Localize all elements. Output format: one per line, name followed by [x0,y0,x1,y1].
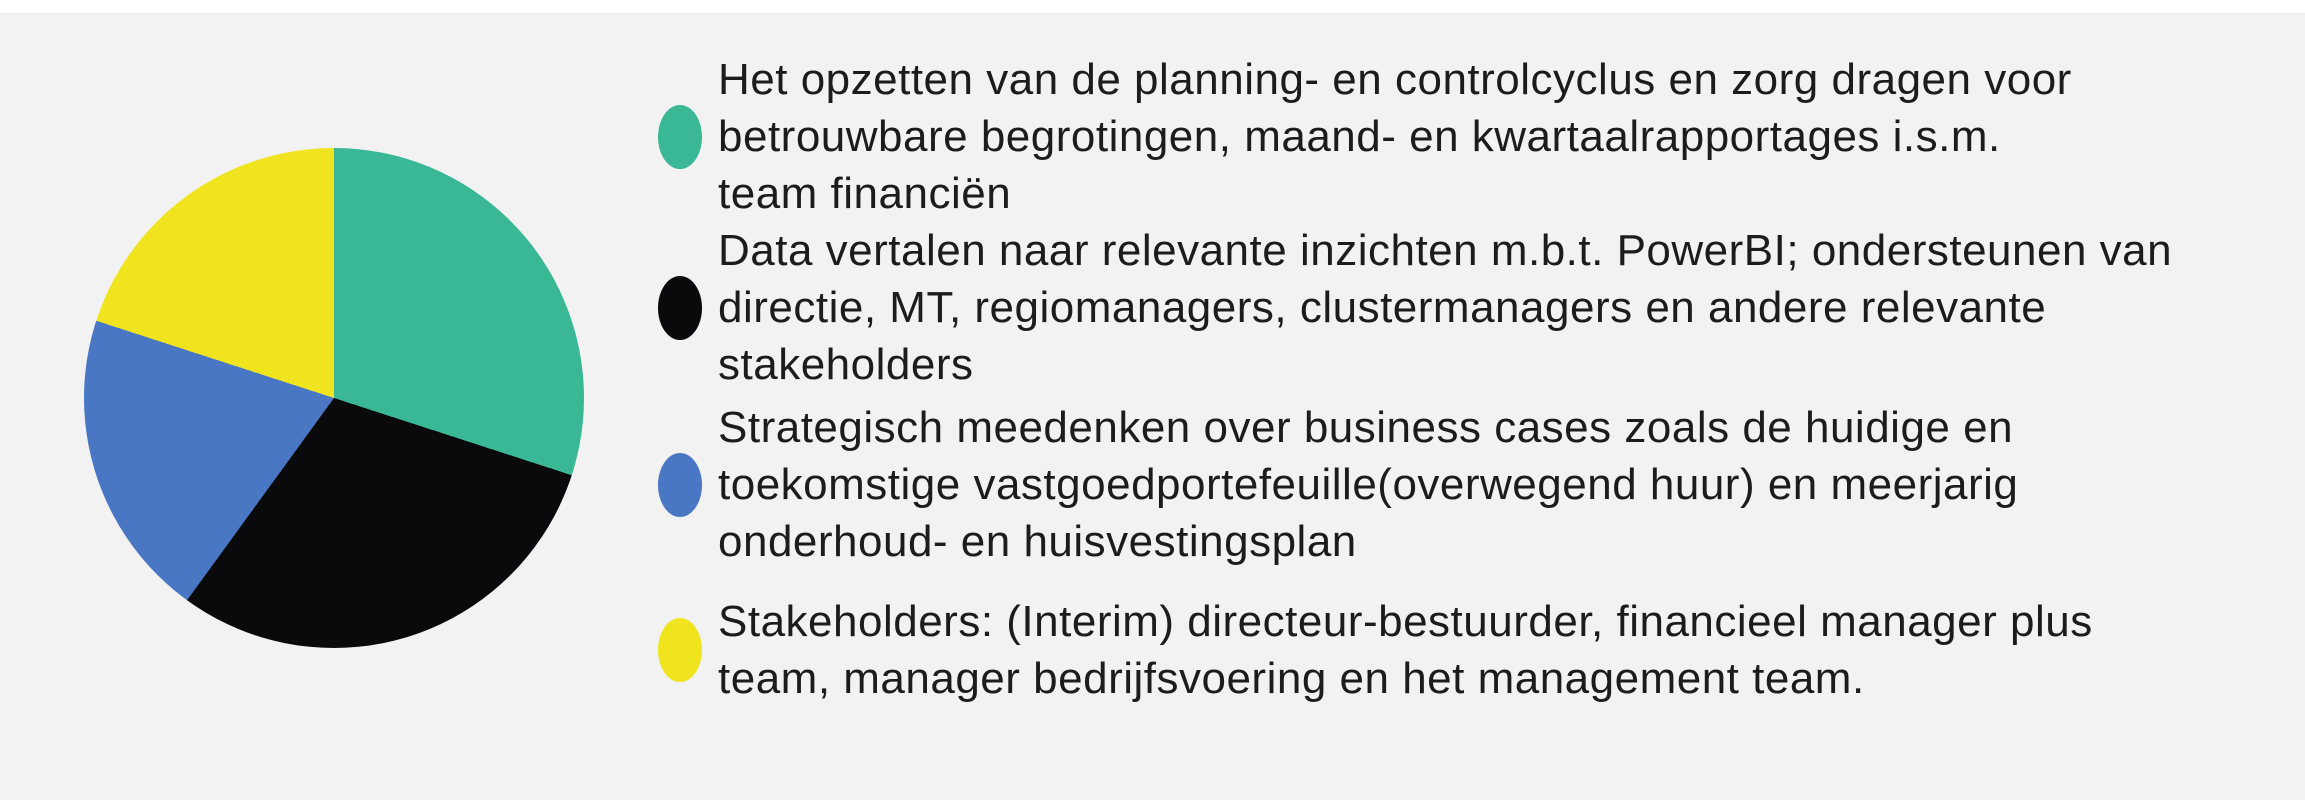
legend [658,51,2305,707]
legend-label-line: Strategisch meedenken over business cases zoals de huidige en [718,403,2014,452]
legend-label-line: Stakeholders: (Interim) directeur-bestuurder, financieel manager plus [718,597,2093,646]
legend-item [658,222,2305,393]
legend-label-line: team, manager bedrijfsvoering en het management team. [718,654,1865,703]
legend-label-line: stakeholders [718,340,974,389]
legend-label-line: team financiën [718,169,1012,218]
legend-label-line: Data vertalen naar relevante inzichten m.b.t. PowerBI; ondersteunen van [718,226,2173,275]
legend-label [718,51,2072,222]
circle-marker-icon [658,453,702,517]
legend-label-line: onderhoud- en huisvestingsplan [718,517,1357,566]
pie-chart [84,148,584,648]
legend-label-line: betrouwbare begrotingen, maand- en kwartaalrapportages i.s.m. [718,112,2001,161]
legend-label [718,399,2018,570]
legend-label [718,222,2172,393]
legend-item [658,593,2305,707]
legend-item [658,399,2305,570]
legend-label [718,593,2093,707]
legend-label-line: directie, MT, regiomanagers, clustermanagers en andere relevante [718,283,2047,332]
legend-label-line: toekomstige vastgoedportefeuille(overwegend huur) en meerjarig [718,460,2019,509]
circle-marker-icon [658,105,702,169]
legend-item [658,51,2305,222]
circle-marker-icon [658,276,702,340]
legend-label-line: Het opzetten van de planning- en controlcyclus en zorg dragen voor [718,55,2072,104]
top-strip [0,0,2305,13]
circle-marker-icon [658,618,702,682]
